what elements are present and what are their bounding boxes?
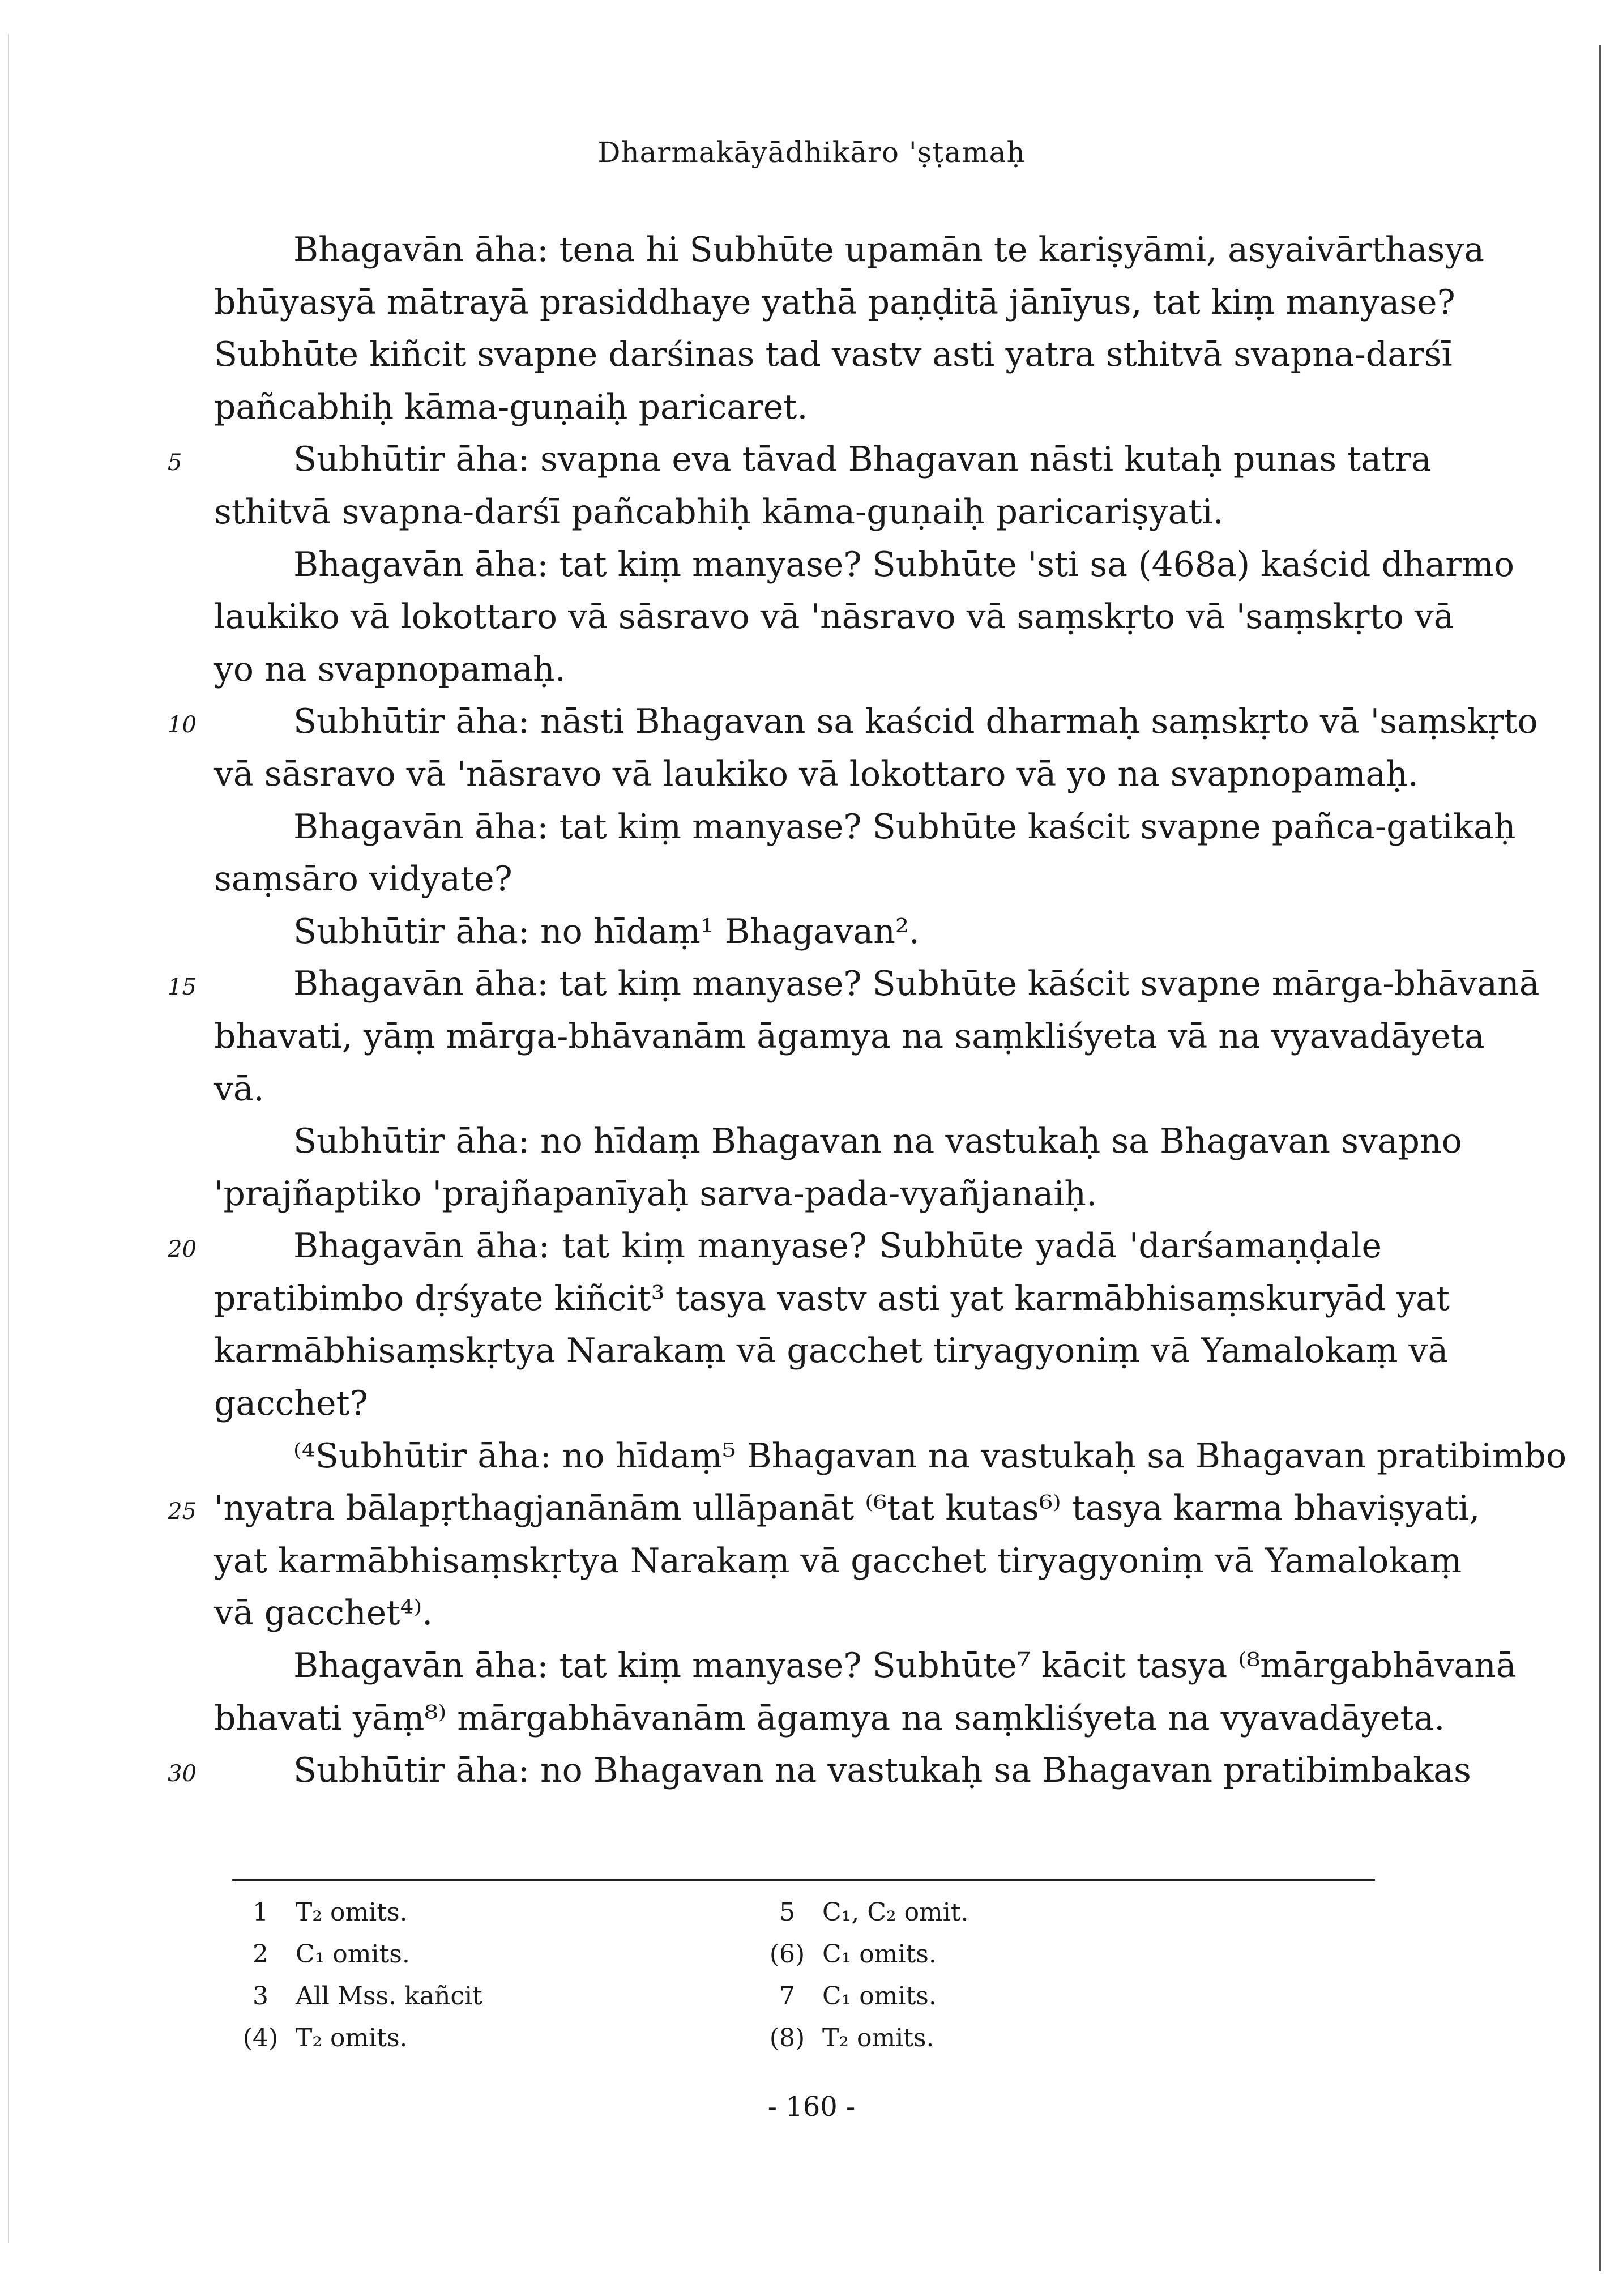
footnote-marker: 2 [253,1940,268,1969]
text-line [214,1325,1449,1377]
text-line [214,1273,1450,1325]
line-text: Subhūtir āha: no hīdaṃ¹ Bhagavan². [293,911,920,951]
text-line [214,539,1514,591]
text-line [214,1010,1485,1063]
footnote-marker: (4) [242,2024,279,2052]
line-text: Subhūtir āha: nāsti Bhagavan sa kaścid dharmaḥ saṃskṛto vā 'saṃskṛto [293,702,1538,742]
line-text: bhūyasyā mātrayā prasiddhaye yathā paṇḍitā jānīyus, tat kiṃ manyase? [214,282,1455,322]
footnote-marker: 3 [253,1982,268,2011]
text-line [214,224,1485,276]
text-line [168,1220,1382,1273]
body-text [168,224,1567,1797]
text-line [214,1430,1567,1483]
line-text: Bhagavān āha: tat kiṃ manyase? Subhūte 'sti sa (468a) kaścid dharmo [293,544,1514,584]
line-text: ⁽⁴Subhūtir āha: no hīdaṃ⁵ Bhagavan na vastukaḥ sa Bhagavan pratibimbo [293,1436,1567,1476]
text-line [214,1168,1382,1220]
footnote [238,1975,748,2017]
running-header: Dharmakāyādhikāro 'ṣṭamaḥ [597,136,1026,169]
line-text: Bhagavān āha: tat kiṃ manyase? Subhūte yadā 'darśamaṇḍale [293,1226,1382,1266]
line-number: 25 [168,1499,197,1525]
line-text: Bhagavān āha: tat kiṃ manyase? Subhūte kaścit svapne pañca-gatikaḥ [293,806,1516,847]
footnote [764,1934,1274,1975]
footnote [238,2017,748,2059]
text-line [214,1587,1382,1640]
text-line [214,1692,1445,1745]
text-line [214,486,1382,539]
line-text: bhavati, yāṃ mārga-bhāvanām āgamya na saṃkliśyeta vā na vyavadāyeta [214,1016,1485,1056]
text-line [168,1744,1471,1797]
line-text: karmābhisaṃskṛtya Narakaṃ vā gacchet tiryagyoniṃ vā Yamalokaṃ vā [214,1331,1449,1371]
text-line [214,381,1382,434]
footnote [764,1892,1274,1934]
line-text: Subhūte kiñcit svapne darśinas tad vastv asti yatra sthitvā svapna-darśī [214,335,1453,375]
footnote [238,1892,748,1934]
text-line [168,1482,1480,1535]
line-number: 30 [168,1761,197,1787]
footnote [764,2017,1274,2059]
line-text: saṃsāro vidyate? [214,859,512,899]
text-line [214,853,1382,906]
text-line [214,1377,1382,1430]
text-line [214,276,1455,329]
footnote-text: All Mss. kañcit [296,1982,482,2011]
line-text: yo na svapnopamaḥ. [214,649,566,689]
text-line [214,748,1419,801]
line-text: bhavati yāṃ⁸⁾ mārgabhāvanām āgamya na saṃkliśyeta na vyavadāyeta. [214,1698,1445,1738]
text-line [214,801,1516,853]
text-line [214,906,1382,958]
line-text: yat karmābhisaṃskṛtya Narakaṃ vā gacchet tiryagyoniṃ vā Yamalokaṃ [214,1540,1462,1581]
line-text: Bhagavān āha: tat kiṃ manyase? Subhūte kāścit svapne mārga-bhāvanā [293,964,1540,1004]
line-text: vā gacchet⁴⁾. [214,1593,433,1633]
line-text: pratibimbo dṛśyate kiñcit³ tasya vastv asti yat karmābhisaṃskuryād yat [214,1278,1450,1318]
footnote-text: C₁ omits. [296,1940,410,1969]
line-number: 15 [168,974,197,1001]
footnote-marker: 1 [253,1898,268,1927]
text-line [214,1535,1462,1587]
footnote-text: C₁ omits. [822,1982,937,2011]
text-line [168,433,1432,486]
text-line [214,591,1454,643]
footnote-marker: 5 [779,1898,795,1927]
line-text: vā sāsravo vā 'nāsravo vā laukiko vā lokottaro vā yo na svapnopamaḥ. [214,754,1419,794]
text-line [214,1063,1382,1116]
line-text: laukiko vā lokottaro vā sāsravo vā 'nāsravo vā saṃskṛto vā 'saṃskṛto vā [214,597,1454,637]
line-text: gacchet? [214,1384,368,1424]
text-line [168,695,1538,748]
text-line [214,1640,1517,1692]
footnote-text: T₂ omits. [822,2024,934,2052]
scan-right-edge [1599,45,1601,2271]
line-text: Subhūtir āha: svapna eva tāvad Bhagavan nāsti kutaḥ punas tatra [293,439,1432,480]
footnote [764,1975,1274,2017]
line-text: Bhagavān āha: tat kiṃ manyase? Subhūte⁷ kācit tasya ⁽⁸mārgabhāvanā [293,1646,1517,1686]
text-line [168,958,1540,1010]
footnote-marker: (6) [769,1940,805,1969]
text-line [214,1115,1462,1168]
footnote-marker: (8) [769,2024,805,2052]
line-text: 'nyatra bālapṛthagjanānām ullāpanāt ⁽⁶tat kutas⁶⁾ tasya karma bhaviṣyati, [214,1488,1480,1529]
line-number: 10 [168,712,197,739]
footnote-text: C₁ omits. [822,1940,937,1969]
line-text: vā. [214,1069,264,1109]
line-number: 5 [168,450,182,476]
footnote-text: T₂ omits. [296,2024,408,2052]
footnote-text: T₂ omits. [296,1898,408,1927]
line-text: Bhagavān āha: tena hi Subhūte upamān te kariṣyāmi, asyaivārthasya [293,230,1485,270]
line-text: Subhūtir āha: no hīdaṃ Bhagavan na vastukaḥ sa Bhagavan svapno [293,1121,1462,1162]
text-line [214,328,1453,381]
footnotes-right-column [764,1892,1274,2059]
line-number: 20 [168,1236,197,1263]
footnote-marker: 7 [779,1982,795,2011]
text-line [214,643,1382,696]
line-text: 'prajñaptiko 'prajñapanīyaḥ sarva-pada-vyañjanaiḥ. [214,1173,1097,1214]
page-number: - 160 - [767,2091,856,2123]
line-text: Subhūtir āha: no Bhagavan na vastukaḥ sa Bhagavan pratibimbakas [293,1751,1471,1791]
footnotes-left-column [238,1892,748,2059]
footnote-rule [232,1879,1375,1881]
line-text: sthitvā svapna-darśī pañcabhiḥ kāma-guṇaiḥ paricariṣyati. [214,492,1224,532]
footnote [238,1934,748,1975]
scan-left-edge [8,34,9,2243]
footnote-text: C₁, C₂ omit. [822,1898,969,1927]
line-text: pañcabhiḥ kāma-guṇaiḥ paricaret. [214,387,808,427]
